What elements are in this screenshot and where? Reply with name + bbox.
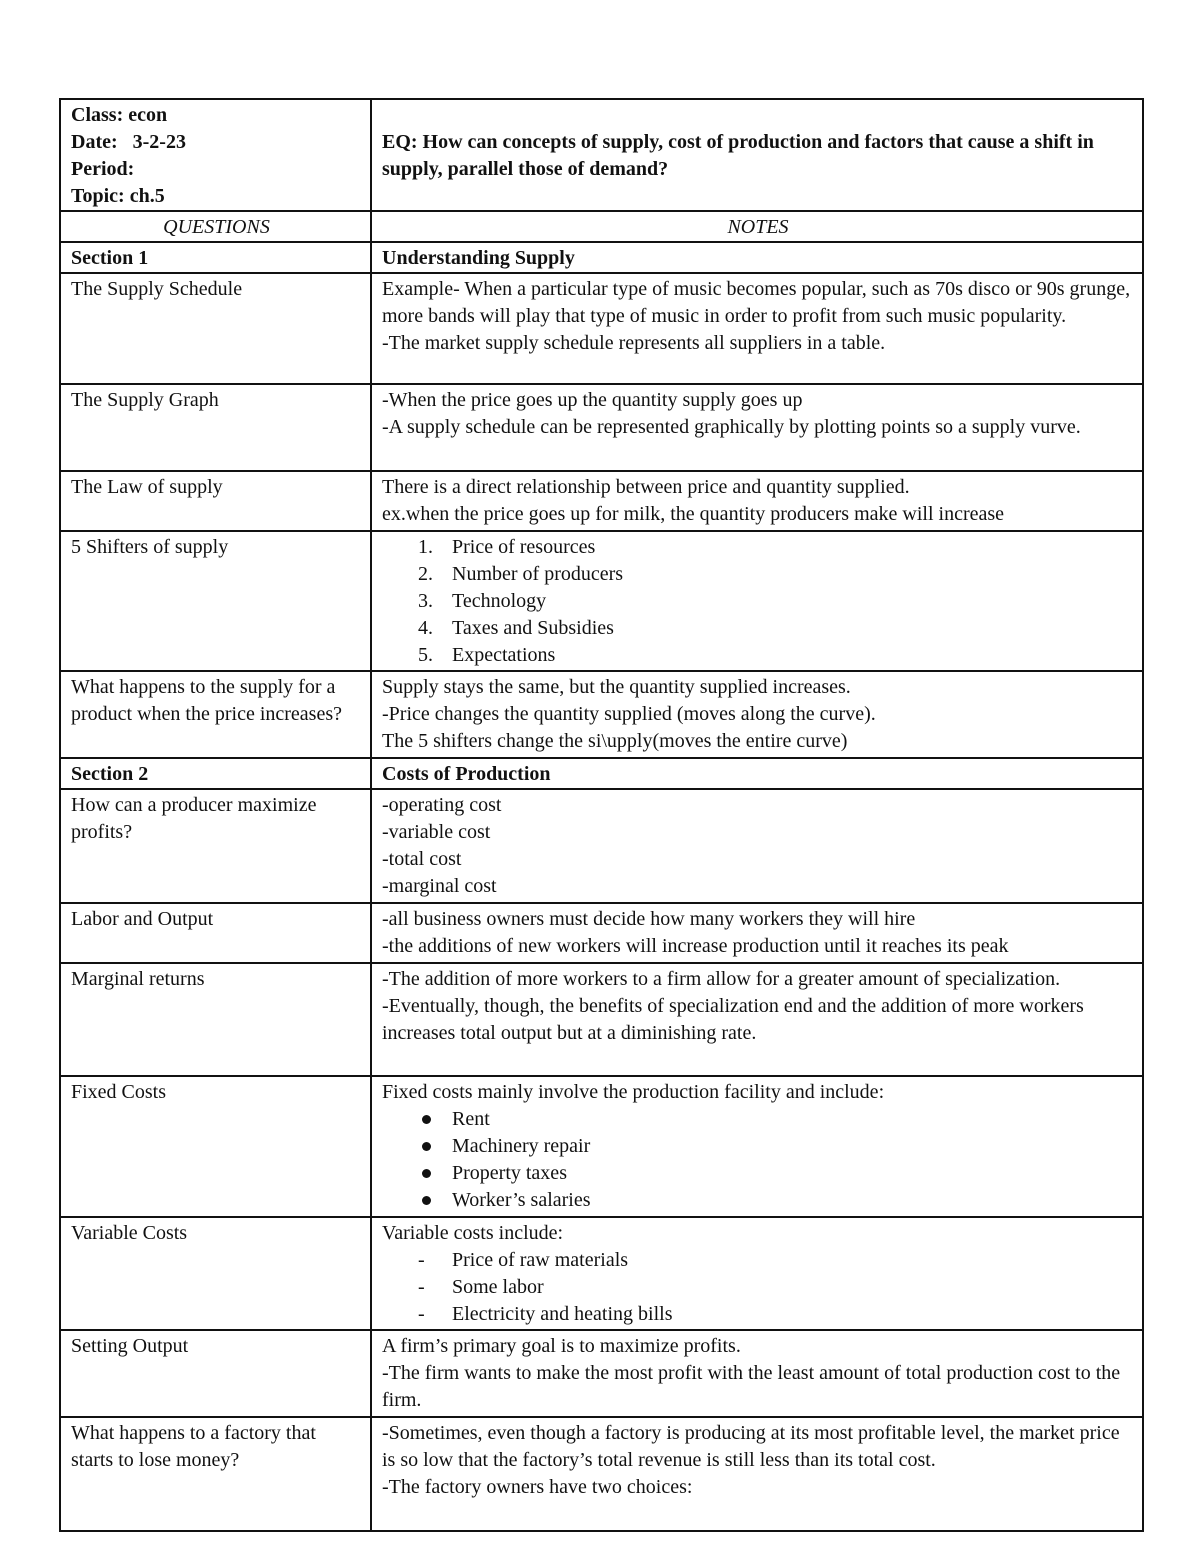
notes-cell — [371, 384, 1143, 471]
notes-cell — [371, 1330, 1143, 1417]
table-row — [60, 1076, 1143, 1217]
numbered-list — [382, 534, 1134, 669]
question-text: Fixed Costs — [71, 1081, 167, 1103]
note-line: Example- When a particular type of music becomes popular, such as 70s disco or 90s grunge, more bands will play that type of music in order to profit from such music popularity. — [382, 278, 1131, 327]
question-cell — [60, 471, 371, 531]
notes-cell — [371, 758, 1143, 789]
note-line: -total cost — [382, 848, 462, 870]
note-line: -The factory owners have two choices: — [382, 1476, 693, 1498]
list-item-text: Expectations — [452, 644, 556, 666]
question-text: Labor and Output — [71, 908, 214, 930]
dash-icon: - — [418, 1249, 425, 1271]
header-info-cell — [60, 99, 371, 211]
list-item — [382, 615, 1134, 642]
list-number: 5. — [418, 644, 433, 666]
section-title: Costs of Production — [382, 763, 551, 785]
note-line: -the additions of new workers will increase production until it reaches its peak — [382, 935, 1009, 957]
list-item-text: Worker’s salaries — [452, 1189, 591, 1211]
list-item-text: Rent — [452, 1108, 490, 1130]
header-row — [60, 99, 1143, 211]
list-item — [382, 1133, 1134, 1160]
dash-icon: - — [418, 1303, 425, 1325]
list-item — [382, 1301, 1134, 1328]
notes-cell — [371, 1417, 1143, 1531]
bullet-list — [382, 1106, 1134, 1214]
notes-cell — [371, 963, 1143, 1076]
question-cell — [60, 789, 371, 903]
note-line: -The firm wants to make the most profit with the least amount of total production cost to the firm. — [382, 1362, 1121, 1411]
section-title: Understanding Supply — [382, 247, 575, 269]
notes-cell — [371, 471, 1143, 531]
list-item-text: Machinery repair — [452, 1135, 591, 1157]
question-text: What happens to the supply for a product when the price increases? — [71, 676, 342, 725]
note-line: -The addition of more workers to a firm allow for a greater amount of specialization. — [382, 968, 1061, 990]
notes-cell — [371, 789, 1143, 903]
table-row — [60, 963, 1143, 1076]
question-cell — [60, 1217, 371, 1330]
list-item — [382, 588, 1134, 615]
notes-table — [59, 98, 1144, 1532]
note-line: A firm’s primary goal is to maximize profits. — [382, 1335, 741, 1357]
question-text: Marginal returns — [71, 968, 205, 990]
note-line: -The market supply schedule represents all suppliers in a table. — [382, 332, 886, 354]
question-cell — [60, 273, 371, 384]
list-number: 2. — [418, 563, 433, 585]
dash-list — [382, 1247, 1134, 1328]
bullet-icon — [422, 1169, 431, 1178]
question-cell — [60, 384, 371, 471]
table-row — [60, 789, 1143, 903]
bullet-icon — [422, 1196, 431, 1205]
topic-line: Topic: ch.5 — [71, 185, 165, 207]
table-row — [60, 1330, 1143, 1417]
notes-cell — [371, 1217, 1143, 1330]
list-item — [382, 1160, 1134, 1187]
list-item-text: Number of producers — [452, 563, 624, 585]
list-item-text: Some labor — [452, 1276, 544, 1298]
section-header-row — [60, 242, 1143, 273]
list-item-text: Price of resources — [452, 536, 596, 558]
notes-header: NOTES — [371, 211, 1143, 242]
note-line: -operating cost — [382, 794, 502, 816]
note-line: There is a direct relationship between price and quantity supplied. — [382, 476, 910, 498]
note-line: ex.when the price goes up for milk, the quantity producers make will increase — [382, 503, 1005, 525]
question-cell — [60, 671, 371, 758]
list-item — [382, 1274, 1134, 1301]
table-row — [60, 671, 1143, 758]
section-label: Section 2 — [71, 763, 149, 785]
note-line: -marginal cost — [382, 875, 497, 897]
question-text: Variable Costs — [71, 1222, 188, 1244]
section-header-row — [60, 758, 1143, 789]
question-text: The Law of supply — [71, 476, 223, 498]
question-cell — [60, 1076, 371, 1217]
list-item — [382, 1187, 1134, 1214]
list-number: 3. — [418, 590, 433, 612]
list-item-text: Electricity and heating bills — [452, 1303, 673, 1325]
note-line: -A supply schedule can be represented graphically by plotting points so a supply vurve. — [382, 416, 1081, 438]
bullet-icon — [422, 1142, 431, 1151]
notes-cell — [371, 273, 1143, 384]
list-item — [382, 642, 1134, 669]
table-row — [60, 531, 1143, 671]
period-line: Period: — [71, 158, 135, 180]
table-row — [60, 1417, 1143, 1531]
list-number: 4. — [418, 617, 433, 639]
dash-icon: - — [418, 1276, 425, 1298]
note-line: The 5 shifters change the si\upply(moves the entire curve) — [382, 730, 848, 752]
question-cell — [60, 1330, 371, 1417]
question-text: The Supply Schedule — [71, 278, 243, 300]
list-item-text: Price of raw materials — [452, 1249, 629, 1271]
note-line: -variable cost — [382, 821, 491, 843]
note-line: -all business owners must decide how many workers they will hire — [382, 908, 916, 930]
note-line: -Eventually, though, the benefits of specialization end and the addition of more workers increases total output but at a diminishing rate. — [382, 995, 1084, 1044]
notes-cell — [371, 903, 1143, 963]
list-number: 1. — [418, 536, 433, 558]
date-line: Date: 3-2-23 — [71, 131, 186, 153]
essential-question: EQ: How can concepts of supply, cost of production and factors that cause a shift in supply, parallel those of demand? — [382, 131, 1094, 180]
question-text: What happens to a factory that starts to lose money? — [71, 1422, 316, 1471]
bullet-icon — [422, 1115, 431, 1124]
notes-cell — [371, 671, 1143, 758]
list-item — [382, 534, 1134, 561]
list-item — [382, 1106, 1134, 1133]
list-item — [382, 561, 1134, 588]
notes-cell — [371, 1076, 1143, 1217]
class-line: Class: econ — [71, 104, 168, 126]
list-item-text: Property taxes — [452, 1162, 567, 1184]
question-cell — [60, 531, 371, 671]
note-line: Supply stays the same, but the quantity supplied increases. — [382, 676, 851, 698]
note-intro: Fixed costs mainly involve the production facility and include: — [382, 1081, 885, 1103]
note-line: -Sometimes, even though a factory is producing at its most profitable level, the market price is so low that the factory’s total revenue is still less than its total cost. — [382, 1422, 1120, 1471]
column-header-row — [60, 211, 1143, 242]
question-cell — [60, 758, 371, 789]
table-row — [60, 1217, 1143, 1330]
table-row — [60, 384, 1143, 471]
questions-header: QUESTIONS — [60, 211, 371, 242]
note-line: -Price changes the quantity supplied (moves along the curve). — [382, 703, 876, 725]
question-text: How can a producer maximize profits? — [71, 794, 317, 843]
table-row — [60, 903, 1143, 963]
list-item — [382, 1247, 1134, 1274]
notes-cell — [371, 242, 1143, 273]
question-text: The Supply Graph — [71, 389, 219, 411]
question-cell — [60, 963, 371, 1076]
question-text: 5 Shifters of supply — [71, 536, 229, 558]
table-row — [60, 273, 1143, 384]
table-row — [60, 471, 1143, 531]
list-item-text: Technology — [452, 590, 547, 612]
question-cell — [60, 903, 371, 963]
question-cell — [60, 242, 371, 273]
notes-cell — [371, 531, 1143, 671]
note-intro: Variable costs include: — [382, 1222, 564, 1244]
list-item-text: Taxes and Subsidies — [452, 617, 614, 639]
essential-question-cell — [371, 99, 1143, 211]
question-text: Setting Output — [71, 1335, 189, 1357]
section-label: Section 1 — [71, 247, 149, 269]
question-cell — [60, 1417, 371, 1531]
note-line: -When the price goes up the quantity supply goes up — [382, 389, 803, 411]
